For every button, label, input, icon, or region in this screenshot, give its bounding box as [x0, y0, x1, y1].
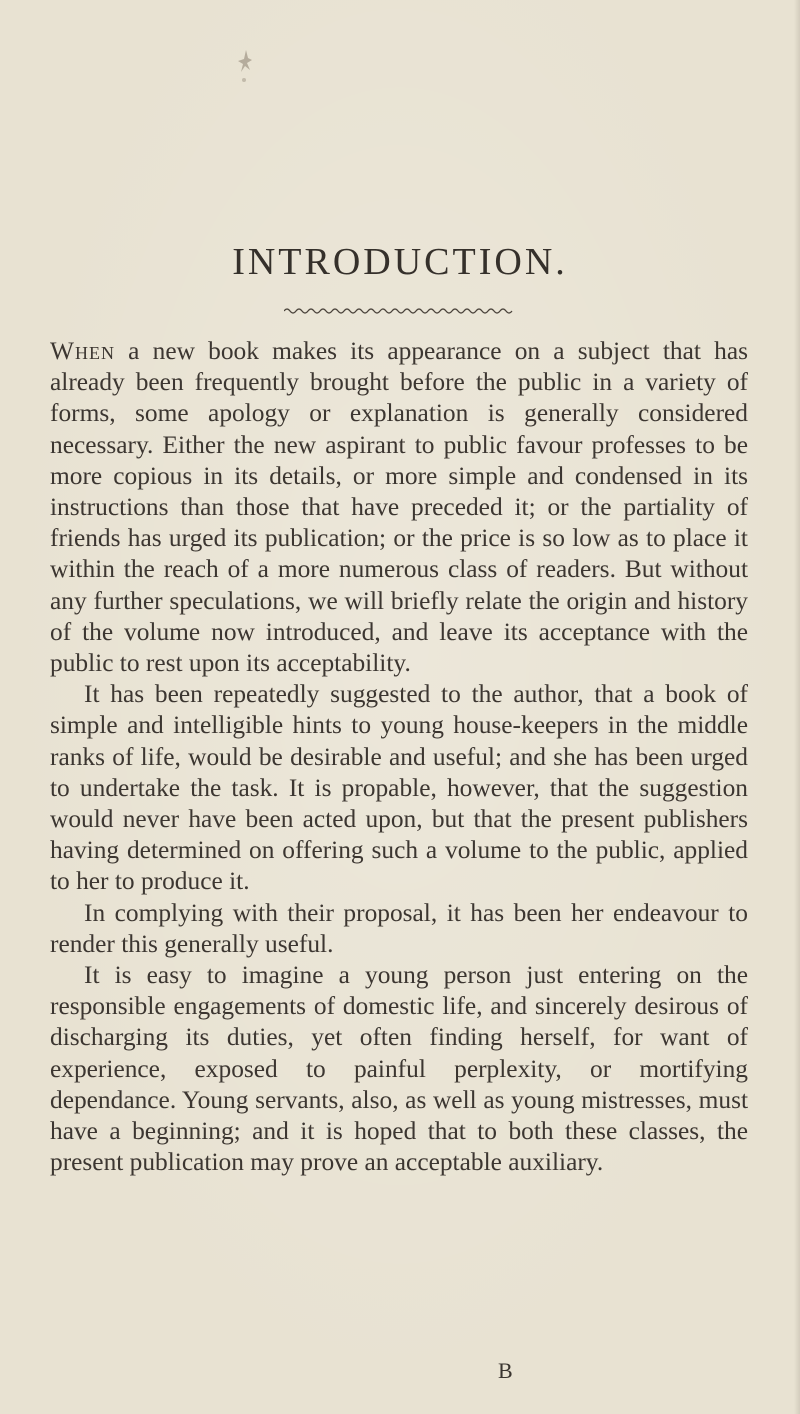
paragraph-4: It is easy to imagine a young person just entering on the responsible engagements of domestic life, and sincerely desirous of discharging its duties, yet often finding herself, for want of experience, exposed to painful perplexity, or mortifying dependance. Young servants, also, as well as young mistresses, must have a beginning; and it is hoped that to both these classes, the present publication may prove an acceptable auxiliary. — [50, 961, 748, 1177]
introduction-body — [50, 336, 748, 1178]
page-edge-shadow — [794, 0, 800, 1414]
page-title: INTRODUCTION. — [232, 241, 568, 283]
signature-mark: B — [498, 1358, 513, 1383]
paragraph-1 — [50, 336, 748, 679]
ink-blot-mark — [232, 48, 260, 92]
paragraph-1-text: a new book makes its appearance on a subject that has already been frequently brought before the public in a variety of forms, some apology or explanation is generally considered necessary. Either the new aspirant to public favour professes to be more copious in its details, or more simple and condensed in its instructions than those that have preceded it; or the partiality of friends has urged its publication; or the price is so low as to place it within the reach of a more numerous class of readers. But without any further speculations, we will briefly relate the origin and history of the volume now introduced, and leave its acceptance with the public to rest upon its acceptability. — [50, 337, 748, 678]
paragraph-3: In complying with their proposal, it has been her endeavour to render this generally useful. — [50, 898, 748, 958]
paragraph-2: It has been repeatedly suggested to the author, that a book of simple and intelligible hints to young house-keepers in the middle ranks of life, would be desirable and useful; and she has been urged to undertake the task. It is propable, however, that the suggestion would never have been acted upon, but that the present publishers having determined on offering such a volume to the public, applied to her to produce it. — [50, 680, 748, 896]
paragraph-lead-word: When — [50, 337, 115, 365]
wavy-rule-ornament — [284, 306, 514, 316]
